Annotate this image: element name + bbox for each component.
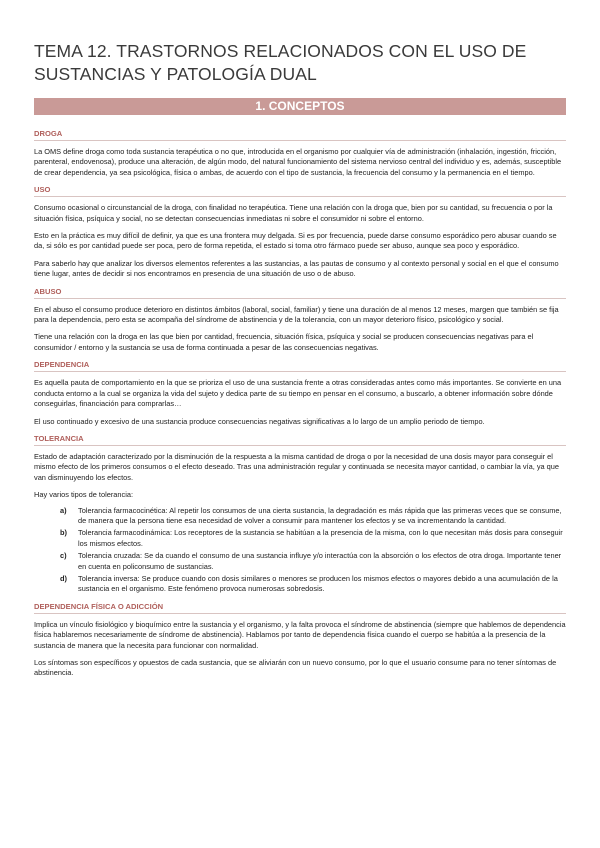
list-marker: b) (60, 528, 67, 538)
paragraph: Consumo ocasional o circunstancial de la droga, con finalidad no terapéutica. Tiene una relación con la droga que, bien por su cantidad, su frecuencia o por la situación física, psíquica y social, no se detectan consecuencias inmediatas ni sobre el consumidor ni sobre el entorno. (34, 203, 553, 223)
section-tolerancia (34, 433, 566, 595)
section-heading: DEPENDENCIA (34, 359, 566, 372)
paragraph: Para saberlo hay que analizar los diversos elementos referentes a las sustancias, a las pautas de consumo y al contexto personal y social en el que el consumo tiene lugar, antes de decidir si nos encontramos en presencia de una situación de uso o de abuso. (34, 258, 559, 279)
list-marker: d) (60, 573, 67, 583)
list-item (60, 528, 566, 549)
list-item (60, 505, 566, 527)
title-line-2: SUSTANCIAS Y PATOLOGÍA DUAL (34, 64, 317, 84)
section-abuso (34, 286, 566, 354)
section-uso (34, 184, 566, 279)
list-item-text: Tolerancia farmacodinámica: Los receptores de la sustancia se habitúan a la presencia de la misma, con lo que necesitan más dosis para conseguir los mismos efectos. (78, 528, 563, 548)
list-marker: c) (60, 551, 67, 561)
paragraph: Implica un vínculo fisiológico y bioquímico entre la sustancia y el organismo, y la falta provoca el síndrome de abstinencia (siempre que hablemos de dependencia física hablaremos necesariamente de síndrome de abstinencia). Hablamos por tanto de dependencia física cuando el cuerpo se habitúa a la presencia de la sustancia de manera que la necesita para funcionar con normalidad. (34, 619, 566, 650)
paragraph: Hay varios tipos de tolerancia: (34, 490, 134, 500)
list-item (60, 573, 566, 595)
list-item-text: Tolerancia inversa: Se produce cuando con dosis similares o menores se producen los mismos efectos o mayores debido a una acumulación de la sustancia en el organismo. Este fenómeno provoca numerosas sobredosis. (78, 573, 558, 594)
paragraph: Es aquella pauta de comportamiento en la que se prioriza el uso de una sustancia frente a otras consideradas antes como más importantes. Se convierte en una conducta entorno a la cual se organiza la vida del sujeto y dedica parte de su tiempo en pensar en el consumo, a buscarlo, a obtener información sobre dónde conseguirlas, financiación para comprarlas… (34, 378, 562, 409)
section-heading: ABUSO (34, 286, 566, 299)
tolerance-types-list (34, 506, 566, 595)
paragraph: Esto en la práctica es muy difícil de definir, ya que es una frontera muy delgada. Si es por frecuencia, puede darse consumo esporádico pero abusar cuando se da, si sólo es por cantidad puede ser poca, pero de forma repetida, el estado si toma otro fármaco puede ser abuso, aunque sea poco y esporádico. (34, 231, 557, 251)
list-item (60, 551, 566, 572)
paragraph: Tiene una relación con la droga en las que bien por cantidad, frecuencia, situación física, psíquica y social se producen consecuencias negativas para el consumidor / entorno y la sustancia se usa de forma continuada a pesar de las consecuencias negativas. (34, 332, 534, 352)
paragraph: Los síntomas son específicos y opuestos de cada sustancia, que se aliviarán con un nuevo consumo, por lo que el usuario consume para no tener síntomas de abstinencia. (34, 658, 557, 678)
list-item-text: Tolerancia farmacocinética: Al repetir los consumos de una cierta sustancia, la degradación es más rápida que las primeras veces que se consume, de manera que la persona tiene esa necesidad de volver a consumir para mantener los efectos y se va incrementando la cantidad. (78, 505, 562, 525)
section-heading: TOLERANCIA (34, 433, 566, 446)
paragraph: En el abuso el consumo produce deterioro en distintos ámbitos (laboral, social, familiar) y tiene una duración de al menos 12 meses, margen que también se fija para la dependencia, pero esta se acompaña del síndrome de abstinencia y de la tolerancia, con un mayor deterioro físico, psicológico y social. (34, 304, 559, 325)
section-dependencia (34, 359, 566, 427)
list-item-text: Tolerancia cruzada: Se da cuando el consumo de una sustancia influye y/o interactúa con la absorción o los efectos de otra droga. Importante tener en cuenta en policonsumo de sustancias. (78, 551, 562, 571)
paragraph: La OMS define droga como toda sustancia terapéutica o no que, introducida en el organismo por cualquier vía de administración (inhalación, ingestión, fricción, parenteral, endovenosa), produce una alteración, de algún modo, del natural funcionamiento del sistema nervioso central del individuo y es, además, susceptible de crear dependencia, ya sea psicológica, física o ambas, de acuerdo con el tipo de sustancia, la frecuencia del consumo y la permanencia en el tiempo. (34, 147, 562, 177)
section-heading: DEPENDENCIA FÍSICA O ADICCIÓN (34, 601, 566, 614)
section-heading: USO (34, 184, 566, 197)
section-heading: DROGA (34, 128, 566, 141)
section-dependencia-fisica (34, 601, 566, 679)
page-title (34, 40, 566, 86)
paragraph: El uso continuado y excesivo de una sustancia produce consecuencias negativas significativas a lo largo de un amplio periodo de tiempo. (34, 416, 485, 426)
title-line-1: TEMA 12. TRASTORNOS RELACIONADOS CON EL USO DE (34, 41, 527, 61)
list-marker: a) (60, 505, 67, 515)
section-banner: 1. CONCEPTOS (34, 98, 566, 115)
document-page (34, 40, 566, 685)
section-droga (34, 128, 566, 178)
paragraph: Estado de adaptación caracterizado por la disminución de la respuesta a la misma cantidad de droga o por la necesidad de una dosis mayor para conseguir el mismo efecto de los primeros consumos o el efecto deseado. Tras una administración regular y continuada se necesita mayor cantidad, o cambiar la vía, ya que van disminuyendo los efectos. (34, 451, 560, 482)
